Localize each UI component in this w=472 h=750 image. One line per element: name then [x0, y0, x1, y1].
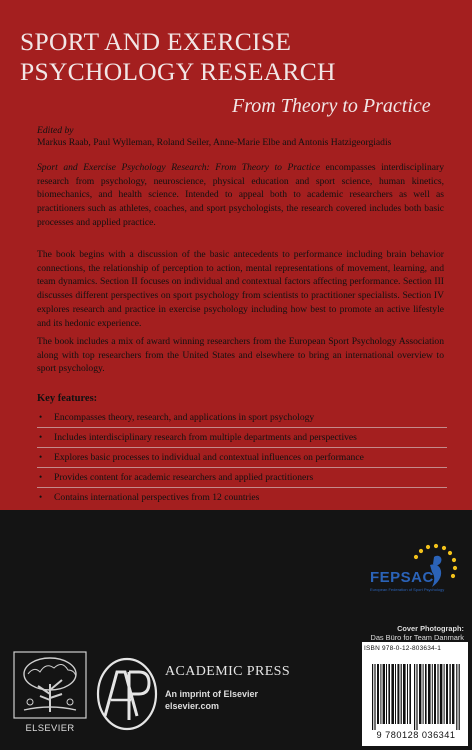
bullet-icon: • — [39, 452, 43, 462]
title-line-2: PSYCHOLOGY RESEARCH — [20, 57, 336, 86]
editor-names: Markus Raab, Paul Wylleman, Roland Seiler, Anne-Marie Elbe and Antonis Hatzigeorgiadis — [37, 137, 392, 148]
barcode-icon — [372, 664, 460, 730]
paragraph-1-text: encompasses interdisciplinary research from psychology, neuroscience, physical education and sport science, human kinetics, biomechanics, and health science. Intended to appeal both to academic researchers as well as practitioners such as athletes, coaches, and sport psychologists, the research covered includes both basic processes and applied practice. — [37, 162, 444, 228]
editors-block — [37, 125, 391, 149]
imprint-text: An imprint of Elsevier — [165, 689, 259, 699]
list-item — [37, 448, 447, 468]
publisher-website: elsevier.com — [165, 701, 220, 711]
photo-label: Cover Photograph: — [397, 624, 464, 633]
bullet-icon: • — [39, 472, 43, 482]
isbn-barcode-box — [362, 642, 468, 746]
cover-photo-credit — [370, 624, 464, 642]
key-features-heading: Key features: — [37, 393, 98, 404]
list-item — [37, 428, 447, 448]
key-features-list — [37, 408, 447, 507]
fepsac-logo — [370, 543, 466, 613]
elsevier-name: ELSEVIER — [25, 722, 75, 733]
title-line-1: SPORT AND EXERCISE — [20, 27, 292, 56]
feature-text: Explores basic processes to individual and contextual influences on performance — [54, 452, 364, 463]
photo-credit-text: Das Büro for Team Danmark — [370, 633, 464, 642]
bullet-icon: • — [39, 432, 43, 442]
elsevier-tree-icon — [12, 650, 88, 720]
book-title-italic: Sport and Exercise Psychology Research: From Theory to Practice — [37, 162, 320, 173]
elsevier-logo — [12, 650, 88, 736]
academic-press-ap-icon — [95, 656, 159, 732]
list-item — [37, 408, 447, 428]
list-item — [37, 468, 447, 488]
list-item — [37, 488, 447, 507]
book-title — [20, 27, 460, 87]
fepsac-tagline: European Federation of Sport Psychology — [370, 587, 445, 592]
book-subtitle: From Theory to Practice — [232, 95, 431, 117]
isbn-text: ISBN 978-0-12-803634-1 — [364, 645, 442, 652]
description-paragraph-3: The book includes a mix of award winning researchers from the European Sport Psychology Association along with top researchers from the United States and elsewhere to bring an international overview to sport psychology. — [37, 336, 444, 375]
fepsac-name: FEPSAC — [370, 569, 434, 586]
academic-press-name: ACADEMIC PRESS — [165, 664, 291, 679]
feature-text: Encompasses theory, research, and applications in sport psychology — [54, 412, 315, 423]
feature-text: Contains international perspectives from 12 countries — [54, 492, 260, 503]
feature-text: Includes interdisciplinary research from multiple departments and perspectives — [54, 432, 357, 443]
barcode-number: 9 780128 036341 — [376, 730, 456, 740]
description-paragraph-2: The book begins with a discussion of the basic antecedents to performance including brain behavior connections, the relationship of perception to action, mental representations of movement, learning, and team dynamics. Section II focuses on individual and contextual factors affecting performance. Section III discusses different perspectives on sport psychology from scientists to practitioner specialists. Section IV explores research and practice in exercise psychology including how best to promote an active lifestyle and its hedonic experience. — [37, 249, 444, 329]
academic-press-imprint — [165, 688, 258, 712]
description-paragraph-1 — [37, 161, 444, 230]
edited-by-label: Edited by — [37, 125, 74, 136]
bullet-icon: • — [39, 492, 43, 502]
bullet-icon: • — [39, 412, 43, 422]
feature-text: Provides content for academic researchers and applied practitioners — [54, 472, 314, 483]
